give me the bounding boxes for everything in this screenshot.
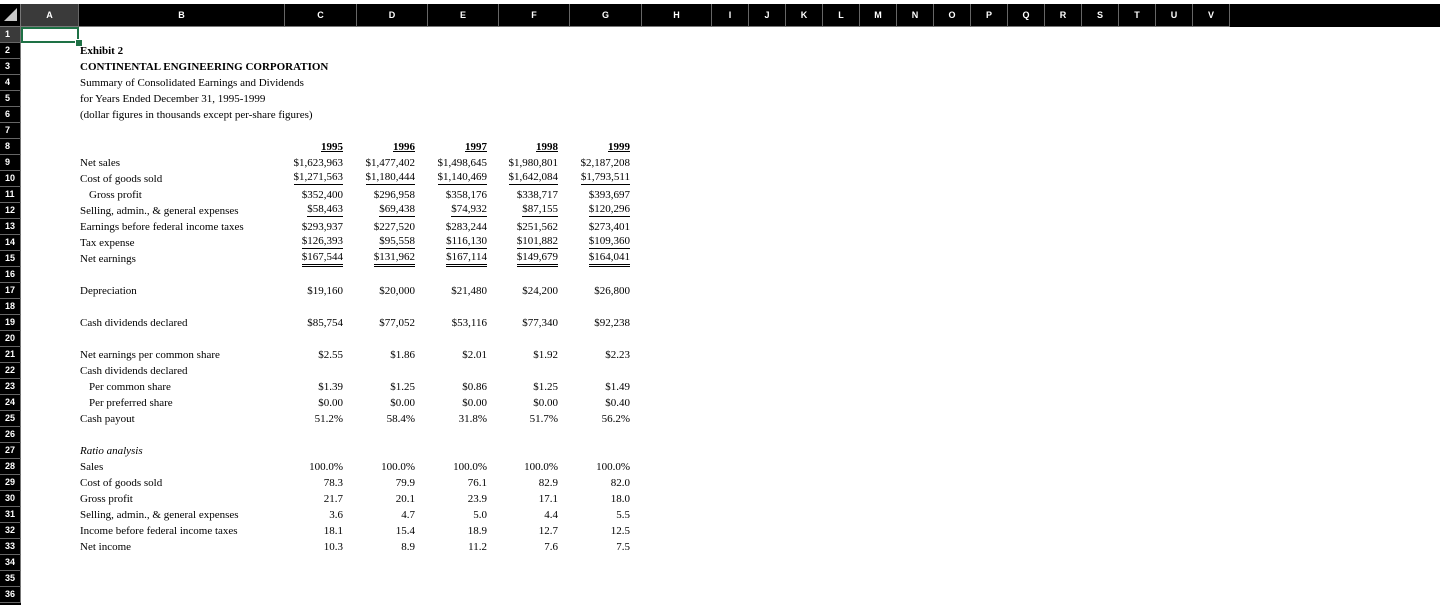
value-cell[interactable]: $74,932 — [451, 203, 487, 215]
value-cell[interactable]: 7.6 — [544, 541, 558, 553]
column-header-d[interactable]: D — [357, 4, 428, 27]
value-cell[interactable]: $164,041 — [589, 251, 630, 267]
row-header-33[interactable]: 33 — [0, 539, 21, 555]
value-cell[interactable]: $1.92 — [533, 349, 558, 361]
value-cell[interactable]: $352,400 — [301, 189, 343, 201]
row-label: Selling, admin., & general expenses — [80, 205, 239, 217]
year-header-1998: 1998 — [536, 141, 558, 153]
select-all-triangle-icon — [4, 8, 17, 21]
column-header-i[interactable]: I — [712, 4, 749, 27]
value-cell[interactable]: $1,498,645 — [437, 157, 487, 169]
select-all-button[interactable] — [0, 4, 21, 27]
value-cell[interactable]: $1,793,511 — [580, 171, 630, 183]
value-cell[interactable]: $167,544 — [302, 251, 343, 267]
row-label: Gross profit — [80, 493, 133, 505]
row-label: Cost of goods sold — [80, 173, 163, 185]
row-header-35[interactable]: 35 — [0, 571, 21, 587]
column-header-n[interactable]: N — [897, 4, 934, 27]
value-cell[interactable]: $95,558 — [379, 235, 415, 247]
row-header-32[interactable]: 32 — [0, 523, 21, 539]
value-cell[interactable]: 7.5 — [616, 541, 630, 553]
row-header-6[interactable]: 6 — [0, 107, 21, 123]
value-cell[interactable]: 100.0% — [524, 461, 558, 473]
row-header-7[interactable]: 7 — [0, 123, 21, 139]
value-cell[interactable]: 18.9 — [467, 525, 487, 537]
column-header-v[interactable]: V — [1193, 4, 1230, 27]
value-cell[interactable]: 18.1 — [323, 525, 343, 537]
row-header-13[interactable]: 13 — [0, 219, 21, 235]
value-cell[interactable]: 21.7 — [323, 493, 343, 505]
column-header-f[interactable]: F — [499, 4, 570, 27]
row-label: Ratio analysis — [80, 445, 143, 457]
column-header-h[interactable]: H — [642, 4, 712, 27]
value-cell[interactable]: $87,155 — [522, 203, 558, 215]
value-cell[interactable]: $0.40 — [605, 397, 630, 409]
row-header-22[interactable]: 22 — [0, 363, 21, 379]
value-cell[interactable]: 8.9 — [401, 541, 415, 553]
row-header-5[interactable]: 5 — [0, 91, 21, 107]
value-cell[interactable]: 58.4% — [386, 413, 415, 425]
value-cell[interactable]: $1,980,801 — [508, 157, 558, 169]
report-period: for Years Ended December 31, 1995-1999 — [80, 93, 266, 105]
row-header-29[interactable]: 29 — [0, 475, 21, 491]
row-label: Net sales — [80, 157, 121, 169]
row-header-8[interactable]: 8 — [0, 139, 21, 155]
row-label: Cost of goods sold — [80, 477, 163, 489]
row-header-25[interactable]: 25 — [0, 411, 21, 427]
row-header-21[interactable]: 21 — [0, 347, 21, 363]
value-cell[interactable]: $393,697 — [588, 189, 630, 201]
row-label: Cash dividends declared — [80, 317, 188, 329]
value-cell[interactable]: $1.49 — [605, 381, 630, 393]
value-cell[interactable]: 100.0% — [596, 461, 630, 473]
column-header-m[interactable]: M — [860, 4, 897, 27]
row-header-9[interactable]: 9 — [0, 155, 21, 171]
row-label: Cash payout — [80, 413, 135, 425]
value-cell[interactable]: $0.00 — [462, 397, 487, 409]
row-label: Net income — [80, 541, 132, 553]
row-label: Selling, admin., & general expenses — [80, 509, 239, 521]
value-cell[interactable]: $20,000 — [379, 285, 415, 297]
row-header-1[interactable]: 1 — [0, 27, 21, 43]
row-header-30[interactable]: 30 — [0, 491, 21, 507]
value-cell[interactable]: $1,140,469 — [437, 171, 487, 183]
row-header-24[interactable]: 24 — [0, 395, 21, 411]
row-header-23[interactable]: 23 — [0, 379, 21, 395]
column-header-g[interactable]: G — [570, 4, 642, 27]
value-cell[interactable]: $358,176 — [445, 189, 487, 201]
value-cell[interactable]: $116,130 — [446, 235, 487, 247]
column-header-l[interactable]: L — [823, 4, 860, 27]
year-header-1997: 1997 — [465, 141, 487, 153]
value-cell[interactable]: $19,160 — [307, 285, 343, 297]
value-cell[interactable]: $92,238 — [594, 317, 630, 329]
value-cell[interactable]: $69,438 — [379, 203, 415, 215]
column-header-j[interactable]: J — [749, 4, 786, 27]
column-header-e[interactable]: E — [428, 4, 499, 27]
value-cell[interactable]: $1,623,963 — [293, 157, 343, 169]
row-label: Net earnings — [80, 253, 136, 265]
row-header-14[interactable]: 14 — [0, 235, 21, 251]
column-header-r[interactable]: R — [1045, 4, 1082, 27]
row-header-27[interactable]: 27 — [0, 443, 21, 459]
column-header-p[interactable]: P — [971, 4, 1008, 27]
row-label: Net earnings per common share — [80, 349, 220, 361]
row-label: Tax expense — [80, 237, 135, 249]
row-label: Earnings before federal income taxes — [80, 221, 244, 233]
active-cell-a1[interactable] — [21, 27, 79, 43]
value-cell[interactable]: 100.0% — [309, 461, 343, 473]
column-header-k[interactable]: K — [786, 4, 823, 27]
row-label: Sales — [80, 461, 104, 473]
value-cell[interactable]: $273,401 — [588, 221, 630, 233]
value-cell[interactable]: 51.2% — [314, 413, 343, 425]
value-cell[interactable]: $1.86 — [390, 349, 415, 361]
value-cell[interactable]: $1.25 — [533, 381, 558, 393]
row-header-18[interactable]: 18 — [0, 299, 21, 315]
value-cell[interactable]: $85,754 — [307, 317, 343, 329]
value-cell[interactable]: $1.25 — [390, 381, 415, 393]
value-cell[interactable]: $1,271,563 — [293, 171, 343, 183]
row-header-4[interactable]: 4 — [0, 75, 21, 91]
row-header-19[interactable]: 19 — [0, 315, 21, 331]
value-cell[interactable]: $0.00 — [318, 397, 343, 409]
column-header-a[interactable]: A — [21, 4, 79, 27]
value-cell[interactable]: 3.6 — [329, 509, 343, 521]
value-cell[interactable]: $120,296 — [588, 203, 630, 215]
column-header-q[interactable]: Q — [1008, 4, 1045, 27]
value-cell[interactable]: 78.3 — [323, 477, 343, 489]
year-header-1995: 1995 — [321, 141, 343, 153]
value-cell[interactable]: $296,958 — [373, 189, 415, 201]
value-cell[interactable]: $1.39 — [318, 381, 343, 393]
value-cell[interactable]: $2.23 — [605, 349, 630, 361]
column-header-s[interactable]: S — [1082, 4, 1119, 27]
year-header-1996: 1996 — [393, 141, 415, 153]
row-label: Depreciation — [80, 285, 137, 297]
row-label: Gross profit — [89, 189, 142, 201]
worksheet-grid[interactable] — [21, 27, 1440, 605]
row-header-34[interactable]: 34 — [0, 555, 21, 571]
value-cell[interactable]: 100.0% — [453, 461, 487, 473]
column-header-b[interactable]: B — [79, 4, 285, 27]
value-cell[interactable]: 20.1 — [395, 493, 415, 505]
value-cell[interactable]: 82.0 — [610, 477, 630, 489]
column-header-o[interactable]: O — [934, 4, 971, 27]
row-label: Cash dividends declared — [80, 365, 188, 377]
value-cell[interactable]: 76.1 — [467, 477, 487, 489]
report-subtitle: Summary of Consolidated Earnings and Dividends — [80, 77, 304, 89]
row-header-11[interactable]: 11 — [0, 187, 21, 203]
value-cell[interactable]: $2.01 — [462, 349, 487, 361]
value-cell[interactable]: 56.2% — [601, 413, 630, 425]
value-cell[interactable]: 5.0 — [473, 509, 487, 521]
value-cell[interactable]: $283,244 — [445, 221, 487, 233]
row-label: Per preferred share — [89, 397, 173, 409]
value-cell[interactable]: $0.00 — [533, 397, 558, 409]
row-header-3[interactable]: 3 — [0, 59, 21, 75]
value-cell[interactable]: 10.3 — [323, 541, 343, 553]
value-cell[interactable]: 100.0% — [381, 461, 415, 473]
exhibit-label: Exhibit 2 — [80, 45, 124, 57]
row-label: Per common share — [89, 381, 171, 393]
value-cell[interactable]: $167,114 — [446, 251, 487, 267]
column-header-t[interactable]: T — [1119, 4, 1156, 27]
value-cell[interactable]: $149,679 — [517, 251, 558, 267]
value-cell[interactable]: $1,477,402 — [365, 157, 415, 169]
value-cell[interactable]: $293,937 — [301, 221, 343, 233]
value-cell[interactable]: 11.2 — [468, 541, 487, 553]
value-cell[interactable]: $1,180,444 — [365, 171, 415, 183]
value-cell[interactable]: $2,187,208 — [580, 157, 630, 169]
value-cell[interactable]: $2.55 — [318, 349, 343, 361]
value-cell[interactable]: $53,116 — [451, 317, 487, 329]
value-cell[interactable]: $77,052 — [379, 317, 415, 329]
value-cell[interactable]: $77,340 — [522, 317, 558, 329]
row-header-26[interactable]: 26 — [0, 427, 21, 443]
report-units: (dollar figures in thousands except per-share figures) — [80, 109, 313, 121]
value-cell[interactable]: 17.1 — [538, 493, 558, 505]
value-cell[interactable]: $251,562 — [516, 221, 558, 233]
value-cell[interactable]: 51.7% — [529, 413, 558, 425]
value-cell[interactable]: 4.7 — [401, 509, 415, 521]
value-cell[interactable]: $338,717 — [516, 189, 558, 201]
row-header-31[interactable]: 31 — [0, 507, 21, 523]
value-cell[interactable]: $24,200 — [522, 285, 558, 297]
column-header-bar — [0, 4, 1440, 27]
value-cell[interactable]: 82.9 — [538, 477, 558, 489]
value-cell[interactable]: 12.7 — [538, 525, 558, 537]
value-cell[interactable]: 5.5 — [616, 509, 630, 521]
value-cell[interactable]: $109,360 — [588, 235, 630, 247]
row-header-36[interactable]: 36 — [0, 587, 21, 603]
value-cell[interactable]: $0.00 — [390, 397, 415, 409]
value-cell[interactable]: $1,642,084 — [508, 171, 558, 183]
value-cell[interactable]: $227,520 — [373, 221, 415, 233]
value-cell[interactable]: $131,962 — [374, 251, 415, 267]
row-header-17[interactable]: 17 — [0, 283, 21, 299]
value-cell[interactable]: 18.0 — [610, 493, 630, 505]
value-cell[interactable]: 4.4 — [544, 509, 558, 521]
value-cell[interactable]: $21,480 — [451, 285, 487, 297]
company-title: CONTINENTAL ENGINEERING CORPORATION — [80, 61, 329, 73]
value-cell[interactable]: 12.5 — [610, 525, 630, 537]
value-cell[interactable]: $101,882 — [516, 235, 558, 247]
row-header-28[interactable]: 28 — [0, 459, 21, 475]
value-cell[interactable]: 79.9 — [395, 477, 415, 489]
row-header-12[interactable]: 12 — [0, 203, 21, 219]
row-header-2[interactable]: 2 — [0, 43, 21, 59]
value-cell[interactable]: $58,463 — [307, 203, 343, 215]
year-header-1999: 1999 — [608, 141, 630, 153]
value-cell[interactable]: 15.4 — [395, 525, 415, 537]
column-header-c[interactable]: C — [285, 4, 357, 27]
row-header-16[interactable]: 16 — [0, 267, 21, 283]
row-header-20[interactable]: 20 — [0, 331, 21, 347]
row-header-15[interactable]: 15 — [0, 251, 21, 267]
value-cell[interactable]: $0.86 — [462, 381, 487, 393]
value-cell[interactable]: 23.9 — [467, 493, 487, 505]
value-cell[interactable]: $26,800 — [594, 285, 630, 297]
row-header-10[interactable]: 10 — [0, 171, 21, 187]
value-cell[interactable]: $126,393 — [301, 235, 343, 247]
value-cell[interactable]: 31.8% — [458, 413, 487, 425]
row-label: Income before federal income taxes — [80, 525, 238, 537]
column-header-u[interactable]: U — [1156, 4, 1193, 27]
